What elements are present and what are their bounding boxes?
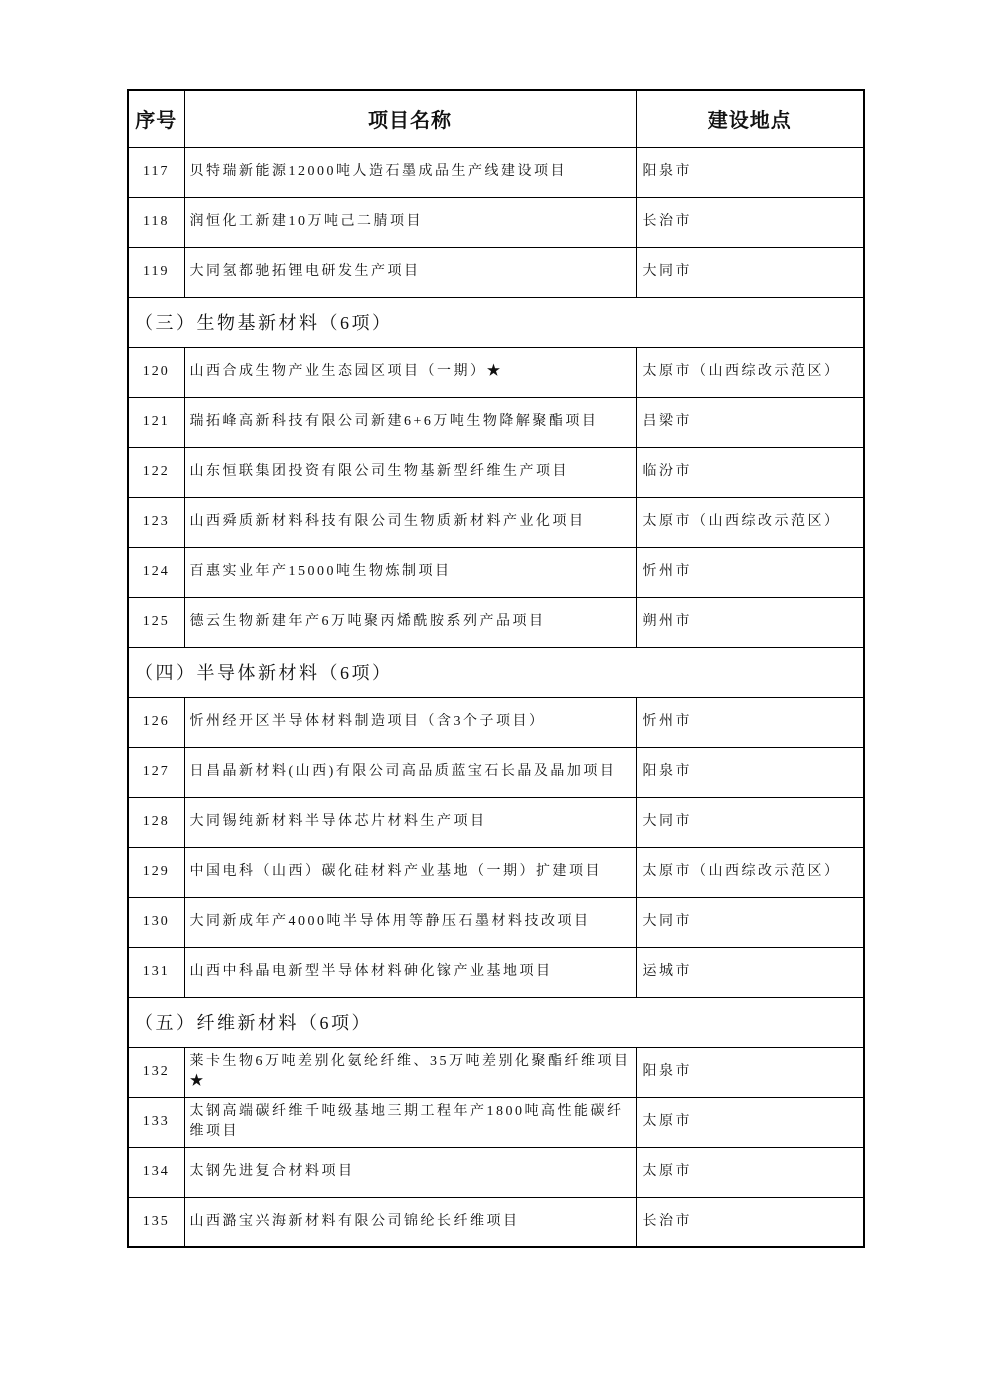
section-title: （五）纤维新材料（6项） [128, 997, 864, 1047]
row-seq: 130 [128, 897, 184, 947]
project-location: 长治市 [636, 197, 864, 247]
row-seq: 125 [128, 597, 184, 647]
project-location: 忻州市 [636, 547, 864, 597]
section-row [128, 647, 864, 697]
project-name: 山西舜质新材料科技有限公司生物质新材料产业化项目 [184, 497, 636, 547]
project-name: 太钢高端碳纤维千吨级基地三期工程年产1800吨高性能碳纤维项目 [184, 1097, 636, 1147]
project-location: 太原市 [636, 1147, 864, 1197]
row-seq: 132 [128, 1047, 184, 1097]
project-name: 德云生物新建年产6万吨聚丙烯酰胺系列产品项目 [184, 597, 636, 647]
row-seq: 120 [128, 347, 184, 397]
project-name: 贝特瑞新能源12000吨人造石墨成品生产线建设项目 [184, 147, 636, 197]
section-row [128, 297, 864, 347]
table-row [128, 147, 864, 197]
project-location: 太原市（山西综改示范区） [636, 497, 864, 547]
project-location: 运城市 [636, 947, 864, 997]
table-row [128, 597, 864, 647]
project-name: 百惠实业年产15000吨生物炼制项目 [184, 547, 636, 597]
table-row [128, 747, 864, 797]
table-row [128, 1097, 864, 1147]
project-name: 山东恒联集团投资有限公司生物基新型纤维生产项目 [184, 447, 636, 497]
row-seq: 123 [128, 497, 184, 547]
project-name: 山西合成生物产业生态园区项目（一期）★ [184, 347, 636, 397]
project-name: 日昌晶新材料(山西)有限公司高品质蓝宝石长晶及晶加项目 [184, 747, 636, 797]
project-name: 莱卡生物6万吨差别化氨纶纤维、35万吨差别化聚酯纤维项目★ [184, 1047, 636, 1097]
project-name: 山西中科晶电新型半导体材料砷化镓产业基地项目 [184, 947, 636, 997]
header-location: 建设地点 [636, 90, 864, 147]
row-seq: 135 [128, 1197, 184, 1247]
table-row [128, 897, 864, 947]
project-name: 忻州经开区半导体材料制造项目（含3个子项目） [184, 697, 636, 747]
project-name: 中国电科（山西）碳化硅材料产业基地（一期）扩建项目 [184, 847, 636, 897]
table-row [128, 397, 864, 447]
row-seq: 117 [128, 147, 184, 197]
row-seq: 121 [128, 397, 184, 447]
row-seq: 126 [128, 697, 184, 747]
table-row [128, 1197, 864, 1247]
project-location: 阳泉市 [636, 147, 864, 197]
row-seq: 128 [128, 797, 184, 847]
project-location: 长治市 [636, 1197, 864, 1247]
section-row [128, 997, 864, 1047]
table-row [128, 1047, 864, 1097]
table-row [128, 547, 864, 597]
section-title: （三）生物基新材料（6项） [128, 297, 864, 347]
header-project-name: 项目名称 [184, 90, 636, 147]
table-row [128, 347, 864, 397]
project-location: 吕梁市 [636, 397, 864, 447]
project-name: 瑞拓峰高新科技有限公司新建6+6万吨生物降解聚酯项目 [184, 397, 636, 447]
row-seq: 119 [128, 247, 184, 297]
row-seq: 129 [128, 847, 184, 897]
table-row [128, 847, 864, 897]
project-name: 大同新成年产4000吨半导体用等静压石墨材料技改项目 [184, 897, 636, 947]
row-seq: 124 [128, 547, 184, 597]
row-seq: 118 [128, 197, 184, 247]
project-location: 阳泉市 [636, 1047, 864, 1097]
section-title: （四）半导体新材料（6项） [128, 647, 864, 697]
project-location: 阳泉市 [636, 747, 864, 797]
table-row [128, 247, 864, 297]
project-location: 忻州市 [636, 697, 864, 747]
row-seq: 131 [128, 947, 184, 997]
project-name: 山西潞宝兴海新材料有限公司锦纶长纤维项目 [184, 1197, 636, 1247]
table-row [128, 797, 864, 847]
project-location: 临汾市 [636, 447, 864, 497]
row-seq: 122 [128, 447, 184, 497]
table-row [128, 447, 864, 497]
project-table [127, 89, 865, 1248]
project-location: 大同市 [636, 797, 864, 847]
project-location: 太原市（山西综改示范区） [636, 347, 864, 397]
table-row [128, 197, 864, 247]
project-location: 太原市 [636, 1097, 864, 1147]
header-seq: 序号 [128, 90, 184, 147]
table-row [128, 947, 864, 997]
row-seq: 133 [128, 1097, 184, 1147]
project-location: 朔州市 [636, 597, 864, 647]
project-location: 大同市 [636, 247, 864, 297]
project-name: 大同锡纯新材料半导体芯片材料生产项目 [184, 797, 636, 847]
project-name: 大同氢都驰拓锂电研发生产项目 [184, 247, 636, 297]
table-row [128, 1147, 864, 1197]
table-row [128, 697, 864, 747]
project-name: 太钢先进复合材料项目 [184, 1147, 636, 1197]
table-row [128, 497, 864, 547]
project-location: 太原市（山西综改示范区） [636, 847, 864, 897]
project-name: 润恒化工新建10万吨己二腈项目 [184, 197, 636, 247]
project-location: 大同市 [636, 897, 864, 947]
row-seq: 134 [128, 1147, 184, 1197]
row-seq: 127 [128, 747, 184, 797]
table-header-row [128, 90, 864, 147]
